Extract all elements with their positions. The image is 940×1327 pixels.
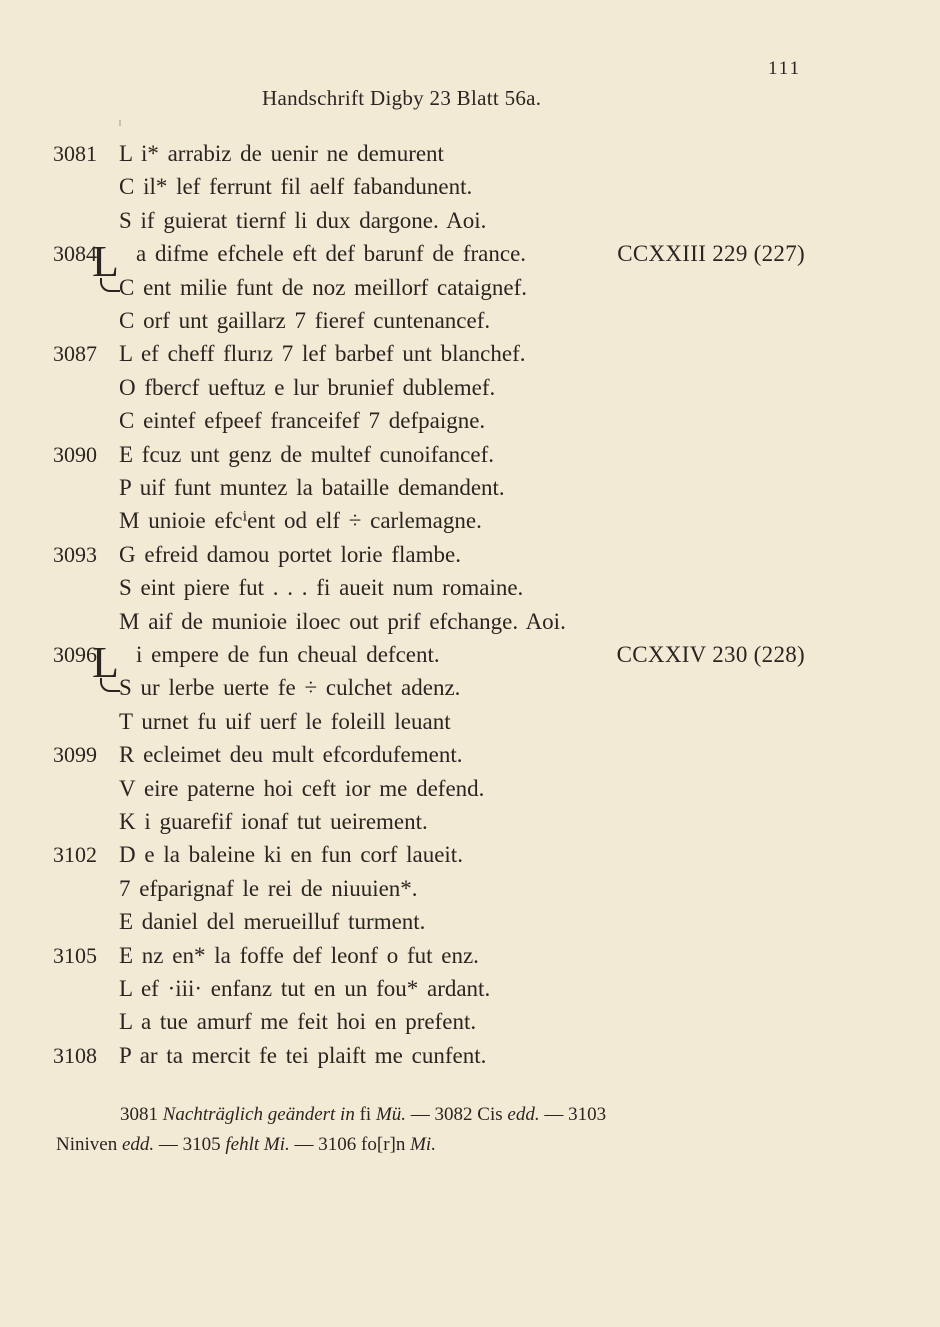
line-number: 3105 xyxy=(53,943,97,968)
verse-text: P ar ta mercit fe tei plaift me cunfent. xyxy=(119,1043,487,1068)
footnote-text: — 3106 fo[r]n xyxy=(294,1134,406,1155)
verse-line xyxy=(0,237,940,286)
verse-text: i empere de fun cheual defcent. xyxy=(136,642,440,667)
verse-line xyxy=(0,338,940,370)
footnote-text: fehlt Mi. xyxy=(225,1134,290,1155)
laisse-number: CCXXIII 229 (227) xyxy=(617,241,805,266)
line-number: 3090 xyxy=(53,442,97,467)
verse-text: E fcuz unt genz de multef cunoifancef. xyxy=(119,442,494,467)
verse-text: C ent milie funt de noz meillorf cataignef. xyxy=(119,275,528,300)
footnote-text: edd. xyxy=(507,1104,540,1125)
verse-text: O fbercf ueftuz e lur brunief dublemef. xyxy=(119,375,496,400)
line-number: 3087 xyxy=(53,341,97,366)
verse-text: 7 efparignaf le rei de niuuien*. xyxy=(119,876,418,901)
initial-letter: L xyxy=(92,638,119,687)
verse-text: E nz en* la foffe def leonf o fut enz. xyxy=(119,943,479,968)
initial-letter: L xyxy=(92,237,119,286)
verse-line xyxy=(0,1006,940,1038)
verse-text: L a tue amurf me feit hoi en prefent. xyxy=(119,1009,477,1034)
verse-line xyxy=(0,606,940,638)
verse-line xyxy=(0,638,940,687)
footnote-text: — 3105 xyxy=(158,1134,221,1155)
verse-text: S ur lerbe uerte fe ÷ culchet adenz. xyxy=(119,675,461,700)
initial-hook xyxy=(100,278,120,292)
verse-text: L ef cheff flurız 7 lef barbef unt blanchef. xyxy=(119,341,526,366)
verse-line xyxy=(0,439,940,471)
verse-line xyxy=(0,839,940,871)
verse-text: a difme efchele eft def barunf de france. xyxy=(136,241,527,266)
verse-line xyxy=(0,305,940,337)
verse-text: C eintef efpeef franceifef 7 defpaigne. xyxy=(119,408,486,433)
footnote-text: — 3103 xyxy=(544,1104,607,1125)
verse-text: E daniel del merueilluf turment. xyxy=(119,909,426,934)
margin-mark xyxy=(119,120,121,126)
verse-text: L i* arrabiz de uenir ne demurent xyxy=(119,141,444,166)
running-head: Handschrift Digby 23 Blatt 56a. xyxy=(262,86,542,110)
footnote-text: — 3082 Cis xyxy=(410,1104,503,1125)
footnote-text: Mi. xyxy=(410,1134,436,1155)
footnote-text: Nachträglich geändert in xyxy=(162,1104,355,1125)
footnote-ref: 3081 xyxy=(120,1104,158,1125)
verse-text: T urnet fu uif uerf le foleill leuant xyxy=(119,709,451,734)
verse-text: M unioie efcⁱent od elf ÷ carlemagne. xyxy=(119,508,482,533)
verse-text: L ef ·iii· enfanz tut en un fou* ardant. xyxy=(119,976,491,1001)
verse-line xyxy=(0,773,940,805)
verse-line xyxy=(0,138,940,170)
verse-line xyxy=(0,973,940,1005)
footnote-line-2 xyxy=(56,1130,816,1160)
verse-text: V eire paterne hoi ceft ior me defend. xyxy=(119,776,485,801)
verse-line xyxy=(0,405,940,437)
verse-line xyxy=(0,372,940,404)
verse-line xyxy=(0,171,940,203)
footnote-text: edd. xyxy=(121,1134,155,1155)
footnote-text: Niniven xyxy=(56,1134,118,1155)
verse-text: G efreid damou portet lorie flambe. xyxy=(119,542,461,567)
page-number: 111 xyxy=(768,58,802,79)
footnote-text: Mü. xyxy=(375,1104,407,1125)
initial-hook xyxy=(100,678,120,692)
verse-line xyxy=(0,672,940,704)
line-number: 3084 xyxy=(53,241,97,266)
line-number: 3081 xyxy=(53,141,97,166)
verse-text: K i guarefif ionaf tut ueirement. xyxy=(119,809,428,834)
verse-text: R ecleimet deu mult efcordufement. xyxy=(119,742,463,767)
verse-text: C il* lef ferrunt fil aelf fabandunent. xyxy=(119,174,473,199)
footnote-text: fi xyxy=(359,1104,372,1125)
verse-line xyxy=(0,906,940,938)
verse-line xyxy=(0,272,940,304)
verse-line xyxy=(0,706,940,738)
verse-text: P uif funt muntez la bataille demandent. xyxy=(119,475,505,500)
verse-line xyxy=(0,205,940,237)
verse-text: S if guierat tiernf li dux dargone. Aoi. xyxy=(119,208,487,233)
verse-line xyxy=(0,539,940,571)
verse-line xyxy=(0,1040,940,1072)
verse-line xyxy=(0,739,940,771)
verse-line xyxy=(0,940,940,972)
line-number: 3093 xyxy=(53,542,97,567)
verse-text: C orf unt gaillarz 7 fieref cuntenancef. xyxy=(119,308,491,333)
footnote-line-1 xyxy=(56,1100,816,1130)
verse-line xyxy=(0,873,940,905)
verse-text: S eint piere fut . . . fi aueit num romaine. xyxy=(119,575,524,600)
verse-line xyxy=(0,572,940,604)
verse-text: D e la baleine ki en fun corf laueit. xyxy=(119,842,463,867)
verse-line xyxy=(0,472,940,504)
laisse-number: CCXXIV 230 (228) xyxy=(616,642,805,667)
line-number: 3102 xyxy=(53,842,97,867)
verse-text: M aif de munioie iloec out prif efchange. Aoi. xyxy=(119,609,566,634)
verse-line xyxy=(0,505,940,537)
line-number: 3108 xyxy=(53,1043,97,1068)
line-number: 3096 xyxy=(53,642,97,667)
verse-line xyxy=(0,806,940,838)
line-number: 3099 xyxy=(53,742,97,767)
